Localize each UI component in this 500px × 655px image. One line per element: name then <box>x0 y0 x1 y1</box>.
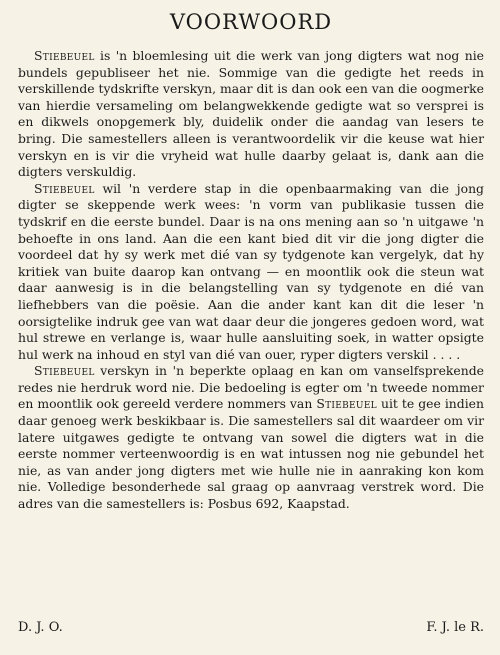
anthology-name: Stiebeuel <box>34 180 95 196</box>
paragraph-3-text-cont: uit te gee indien daar genoeg werk beskikbaar is. Die samestellers sal dit waardeer om vir latere uitgawes gedigte te ontvang van sowel die digters wat in die eerste nommer verteenwoordig is en wat intussen nog nie gebundel het nie, as van ander jong digters met wie hulle nie in aanraking kon kom nie. Volledige besonderhede sal graag op aanvraag verstrek word. Die adres van die samestellers is: Posbus 692, Kaapstad. <box>18 396 484 512</box>
signature-left: D. J. O. <box>18 620 63 635</box>
signatures <box>18 620 484 635</box>
paragraph-2 <box>18 181 484 364</box>
anthology-name: Stiebeuel <box>34 363 95 379</box>
paragraph-3 <box>18 363 484 512</box>
paragraph-2-text: wil 'n verdere stap in die openbaarmaking van die jong digter se skeppende werk wees: 'n vorm van publikasie tussen die tydskrif en die eerste bundel. Daar is na ons mening aan so 'n uitgawe 'n behoefte in ons land. Aan die een kant bied dit vir die jong digter die voordeel dat hy sy werk met dié van sy tydgenote kan vergelyk, dat hy kritiek van buite daarop kan ontvang — en moontlik ook die steun wat daar aanwesig is in die belangstelling van sy tydgenote en dié van liefhebbers van die poësie. Aan die ander kant kan dit die leser 'n oorsigtelike indruk gee van wat daar deur die jongeres gedoen word, wat hul strewe en verlange is, waar hulle aansluiting soek, in watter opsigte hul werk na inhoud en styl van dié van ouer, ryper digters verskil . . . . <box>18 180 484 362</box>
paragraph-1 <box>18 48 484 181</box>
anthology-name: Stiebeuel <box>34 48 95 63</box>
anthology-name: Stiebeuel <box>316 396 377 412</box>
paragraph-3-text: verskyn in 'n beperkte oplaag en kan om vanselfsprekende redes nie herdruk word nie. Die bedoeling is egter om 'n tweede nommer en moontlik ook gereeld verdere nommers van <box>18 363 484 412</box>
paragraph-1-text: is 'n bloemlesing uit die werk van jong digters wat nog nie bundels gepubliseer het nie. Sommige van die gedigte het reeds in verskillende tydskrifte verskyn, maar dit is dan ook een van die oogmerke van hierdie versameling om belangwekkende gedigte wat so versprei is en dikwels onopgemerk bly, duidelik onder die aandag van lesers te bring. Die samestellers alleen is verantwoordelik vir die keuse wat hier verskyn en is vir die vryheid wat hulle daarby gelaat is, dank aan die digters verskuldig. <box>18 48 484 180</box>
signature-right: F. J. le R. <box>426 620 484 635</box>
page-title: VOORWOORD <box>169 10 333 34</box>
